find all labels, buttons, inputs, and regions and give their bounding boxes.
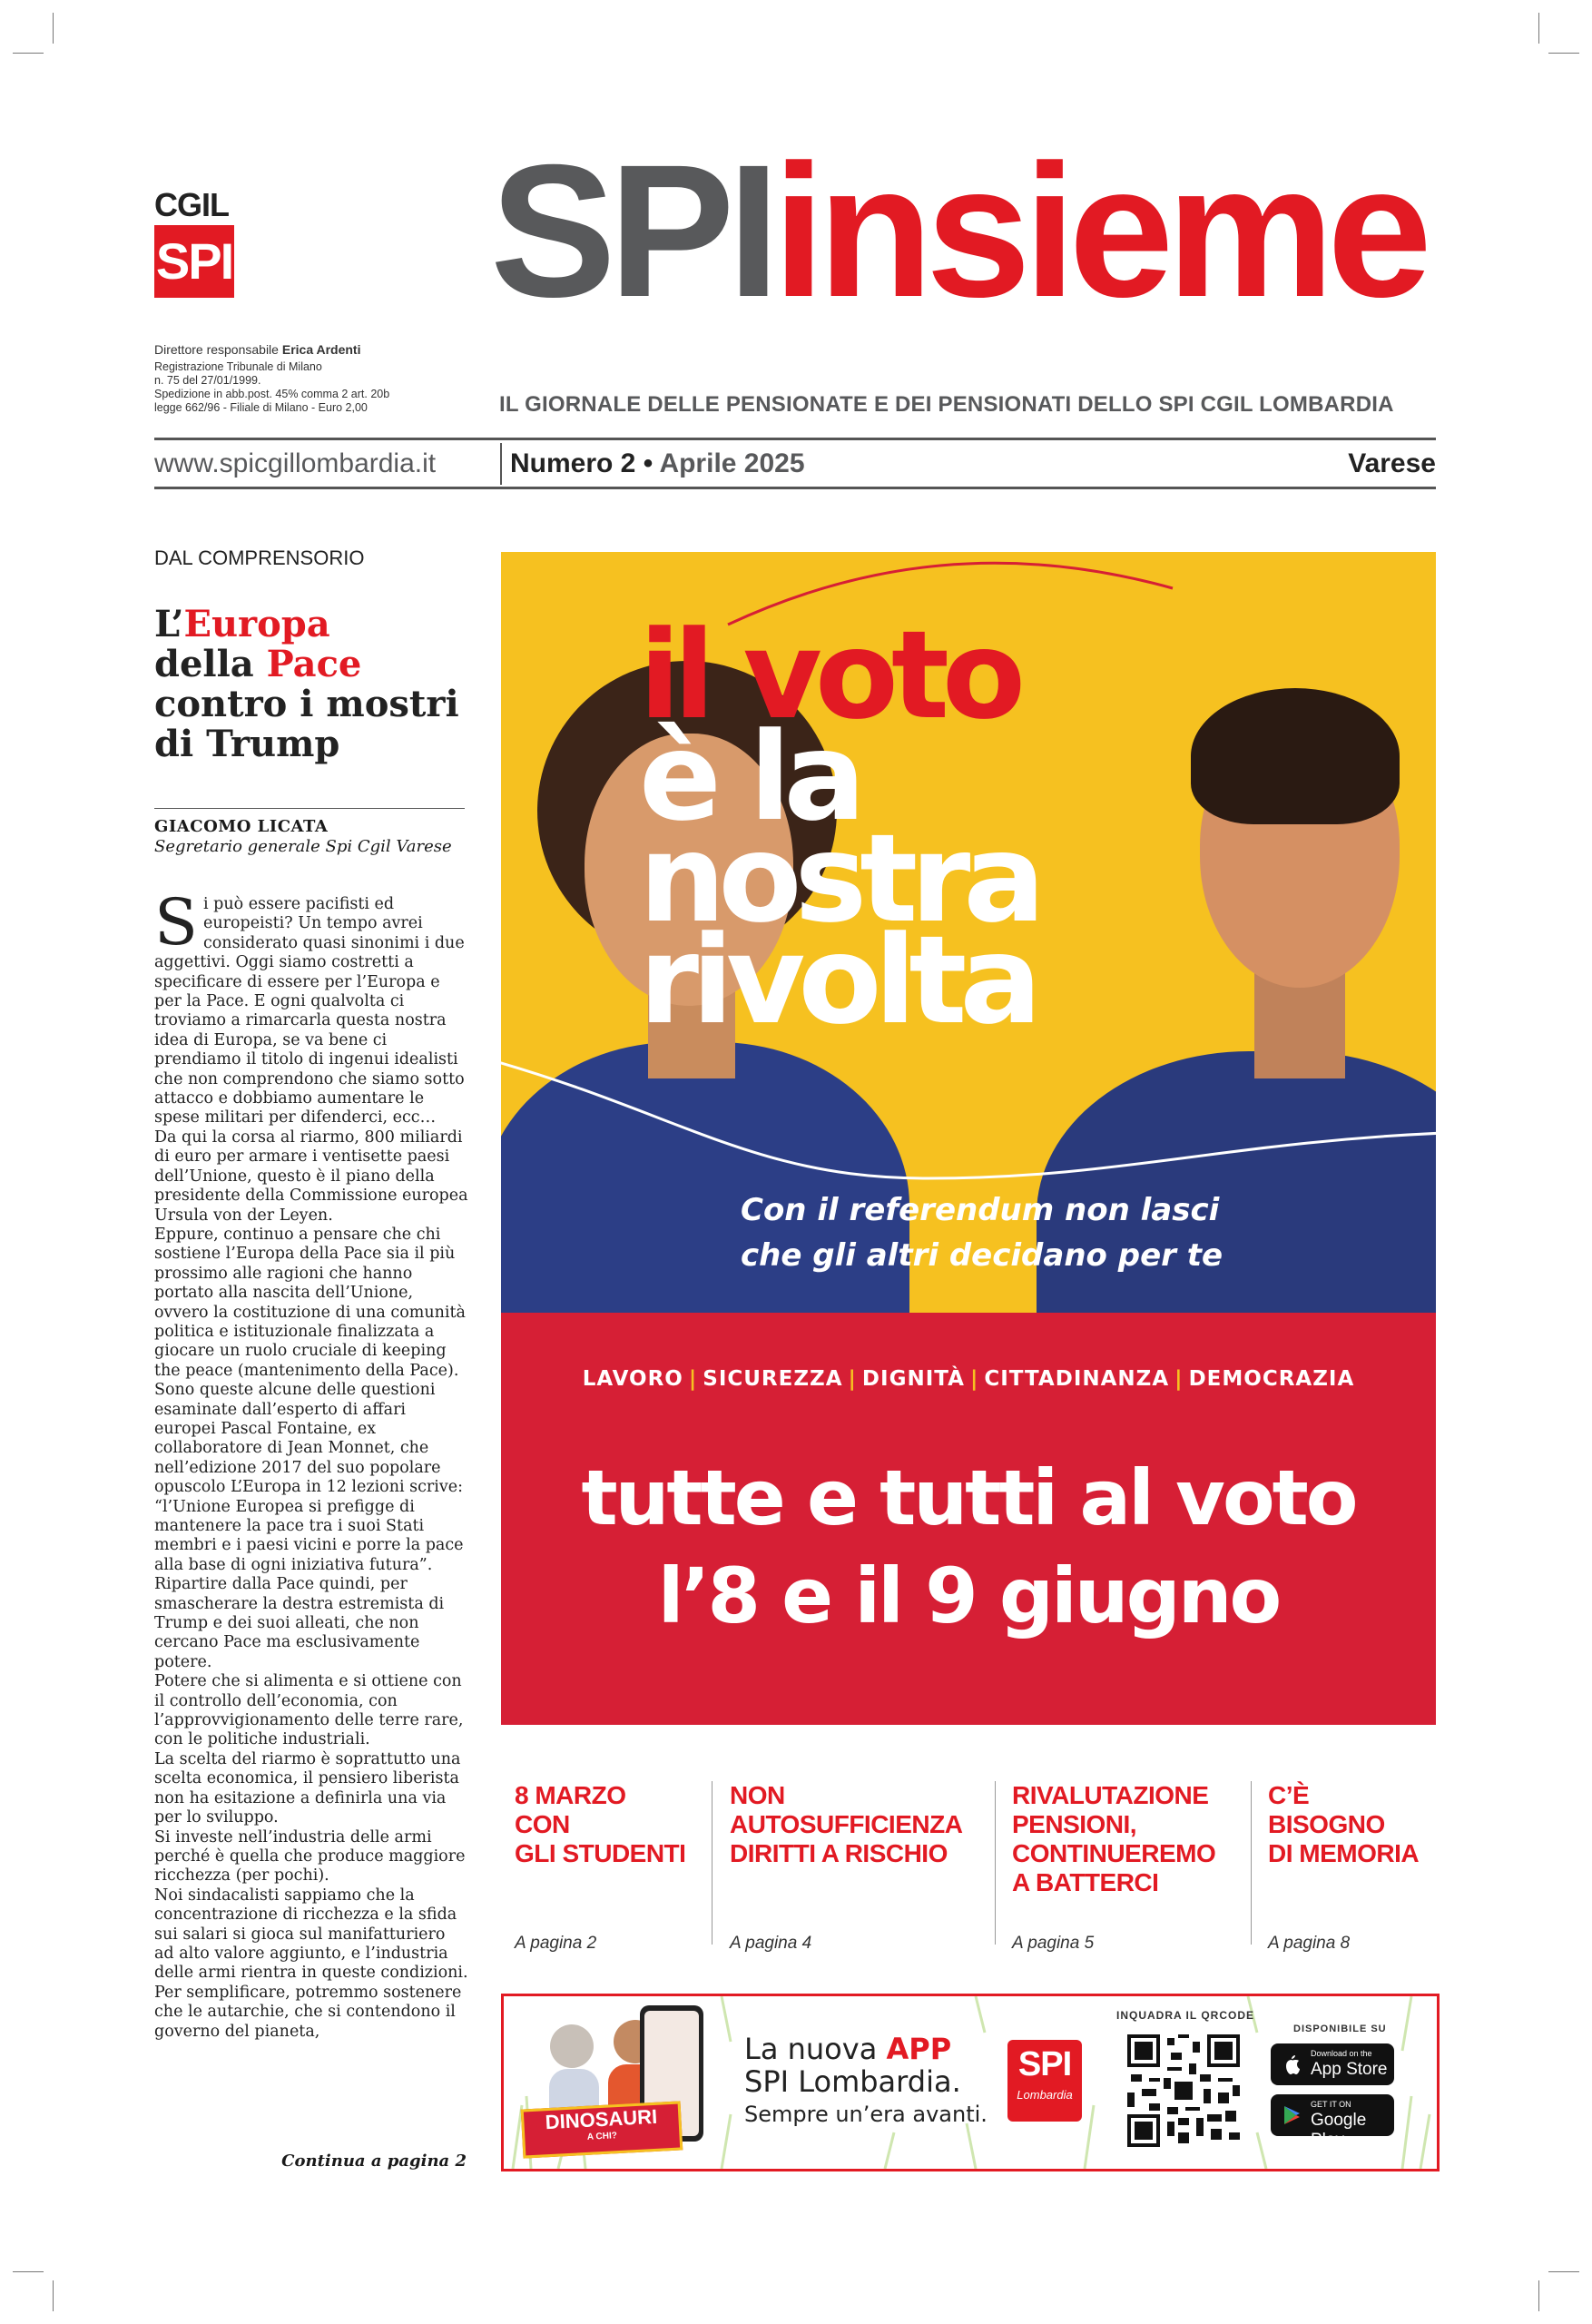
value-item: DIGNITÀ [861,1367,965,1391]
value-item: CITTADINANZA [984,1367,1170,1391]
legal-line: Registrazione Tribunale di Milano [154,360,322,373]
teaser-line: CON [515,1810,570,1838]
poster-call-to-action [501,1449,1436,1645]
subtitle-line: che gli altri decidano per te [741,1237,1223,1274]
divider [154,808,465,809]
divider [154,438,1436,440]
issue-date: Aprile 2025 [659,448,805,478]
crop-mark [1538,13,1539,44]
value-separator: | [848,1367,857,1391]
legal-line: Spedizione in abb.post. 45% comma 2 art. 20b [154,388,390,400]
article-paragraph: Eppure, continuo a pensare che chi sostiene l’Europa della Pace sia il più prossimo alle ragioni che hanno portato alla nascita dell’Unione, ovvero la costituzione di una comunità politica e istituzionale finalizzata a giocare un ruolo cruciale di keeping the peace (mantenimento della Pace). [154,1225,466,1380]
teaser-line: GLI STUDENTI [515,1839,686,1867]
available-label: DISPONIBILE SU [1293,2024,1387,2034]
teaser-line: CONTINUEREMO [1012,1839,1216,1867]
crop-mark [1548,2271,1579,2272]
referendum-poster [501,552,1436,1725]
logo-cgil-text: CGIL [154,186,229,223]
teaser-item[interactable] [1268,1781,1436,1954]
article-body [154,885,468,2042]
apple-icon [1280,2053,1303,2076]
dinosauri-badge [521,2101,683,2158]
article-paragraph: Noi sindacalisti sappiamo che la concentrazione di ricchezza e la sfida sui salari si gioca sul manifatturiero ad alto valore aggiunto, e l’industria delle armi rientra in queste condizioni. [154,1886,468,1983]
value-item: LAVORO [582,1367,683,1391]
edition-name: Varese [1348,448,1436,478]
app-promo-text [744,2033,988,2131]
divider [154,487,1436,489]
crop-mark [1548,53,1579,54]
google-play-icon [1280,2103,1303,2127]
website-link[interactable]: www.spicgillombardia.it [154,448,437,478]
newspaper-title [490,126,1425,337]
store-big-text: Google Play [1311,2111,1367,2150]
title-spi: SPI [490,126,773,337]
value-item: DEMOCRAZIA [1188,1367,1355,1391]
teaser-item[interactable] [1012,1781,1239,1954]
divider [500,443,502,485]
promo-line: Sempre un’era avanti. [744,2102,988,2127]
teaser-title [515,1781,705,1868]
issue-number: Numero 2 [510,448,636,478]
author-role: Segretario generale Spi Cgil Varese [154,837,452,856]
teaser-title [730,1781,993,1868]
poster-slogan [639,605,1038,1051]
teaser-page: A pagina 2 [515,1934,597,1953]
teaser-line: BISOGNO [1268,1810,1385,1838]
legal-line: legge 662/96 - Filiale di Milano - Euro 2,00 [154,401,368,414]
legal-line: n. 75 del 27/01/1999. [154,374,261,387]
app-store-button[interactable] [1271,2043,1394,2085]
headline-part: di Trump [154,723,340,765]
tagline: IL GIORNALE DELLE PENSIONATE E DEI PENSIONATI DELLO SPI CGIL LOMBARDIA [499,392,1394,417]
paragraph-text: i può essere pacifisti ed europeisti? Un tempo avrei considerato quasi sinonimi i due aggettivi. Oggi siamo costretti a specificare di essere per l’Europa e per la Pace. E ogni qualvolta ci troviamo a rimarcarla questa nostra idea di Europa, se va bene ci prendiamo il titolo di ingenui idealisti che non comprendono che siamo sotto attacco e dobbiamo aumentare le spese militari per difenderci, ecc… [154,895,465,1128]
article-headline [154,605,472,764]
teaser-page: A pagina 8 [1268,1934,1351,1953]
issue-info [510,448,805,481]
cta-line: tutte e tutti al voto [581,1453,1356,1542]
title-insieme: insieme [772,126,1425,337]
article-paragraph: Per semplificare, potremmo sostenere che le autarchie, che si contendono il governo del pianeta, [154,1983,462,2041]
crop-mark [1538,2280,1539,2311]
dino-title: DINOSAURI [545,2104,658,2134]
headline-part: Europa [183,603,330,645]
store-small-text: Download on the [1311,2049,1372,2058]
promo-app: APP [886,2032,952,2066]
poster-subtitle [741,1187,1223,1278]
crop-mark [13,2271,44,2272]
slogan-line: nostra [639,808,1038,950]
legal-info [154,343,427,415]
teaser-line: DIRITTI A RISCHIO [730,1839,948,1867]
logo-spi-box: SPI [154,225,234,298]
article-paragraph: Ripartire dalla Pace quindi, per smascherare la destra estremista di Trump e dei suoi alleati, che non cercano Pace ma esclusivamente potere. [154,1575,445,1671]
promo-line: SPI Lombardia. [744,2064,961,2099]
director-name: Erica Ardenti [281,342,361,357]
author-name: GIACOMO LICATA [154,817,329,836]
headline-part: Pace [266,643,362,685]
value-separator: | [688,1367,698,1391]
promo-line: La nuova [744,2032,887,2066]
slogan-line: è la [639,706,859,848]
teaser-title [1268,1781,1436,1868]
article-paragraph: Sono queste alcune delle questioni esaminate dall’esperto di affari europei Pascal Fontaine, ex collaboratore di Jean Monnet, che nell’edizione 2017 del suo popolare opuscolo L’Europa in 12 lezioni scrive: “l’Unione Europea si prefigge di mantenere la pace tra i suoi Stati membri e i paesi vicini e porre la pace alla base di ogni iniziativa futura”. [154,1381,464,1574]
teaser-line: NON [730,1781,785,1809]
cgil-spi-logo [154,186,238,301]
teaser-page: A pagina 4 [730,1934,812,1953]
value-separator: | [1174,1367,1184,1391]
continue-link[interactable]: Continua a pagina 2 [281,2152,467,2171]
article-paragraph: Si investe nell’industria delle armi perché è quella che produce maggiore ricchezza (per pochi). [154,1827,466,1886]
byline [154,817,465,857]
qr-label: INQUADRA IL QRCODE [1116,2009,1255,2022]
crop-mark [13,53,44,54]
store-big-text: App Store [1311,2060,1388,2079]
issue-separator: • [635,448,660,478]
article-paragraph: Potere che si alimenta e si ottiene con il controllo dell’economia, con l’approvvigionamento delle terre rare, con le politiche industriali. [154,1672,464,1749]
teaser-item[interactable] [730,1781,993,1954]
subtitle-line: Con il referendum non lasci [741,1192,1220,1228]
store-small-text: GET IT ON [1311,2100,1351,2109]
crop-mark [53,2280,54,2311]
app-banner[interactable] [501,1994,1440,2171]
divider [995,1781,996,1945]
teaser-page: A pagina 5 [1012,1934,1095,1953]
teaser-line: PENSIONI, [1012,1810,1137,1838]
teaser-line: AUTOSUFFICIENZA [730,1810,963,1838]
teaser-title [1012,1781,1239,1897]
teaser-line: 8 MARZO [515,1781,626,1809]
poster-photo-area [501,552,1436,1313]
crop-mark [53,13,54,44]
article-paragraph: La scelta del riarmo è soprattutto una scelta economica, il pensiero liberista non ha esitazione a definirla una via per lo sviluppo. [154,1749,461,1827]
headline-part: della [154,643,267,685]
headline-part: L’ [154,603,184,645]
dino-subtitle: A CHI? [586,2131,618,2142]
poster-red-band [501,1313,1436,1725]
slogan-line: rivolta [639,910,1035,1051]
cta-line: l’8 e il 9 giugno [657,1551,1280,1640]
drop-cap: S [154,885,198,960]
value-item: SICUREZZA [703,1367,843,1391]
qr-code[interactable] [1124,2031,1243,2151]
teaser-line: A BATTERCI [1012,1868,1159,1896]
logo-text: SPI [1017,2045,1072,2083]
section-label: DAL COMPRENSORIO [154,547,365,569]
spi-lombardia-logo [1007,2040,1082,2122]
headline-part: contro i mostri [154,683,459,725]
divider [1251,1781,1252,1945]
teasers-row [501,1781,1436,1954]
value-separator: | [969,1367,979,1391]
teaser-line: DI MEMORIA [1268,1839,1420,1867]
google-play-button[interactable] [1271,2094,1394,2150]
director-label: Direttore responsabile [154,342,279,357]
teaser-item[interactable] [515,1781,705,1954]
article-paragraph: Da qui la corsa al riarmo, 800 miliardi di euro per armare i ventisette paesi dell’Unione, questo è il piano della presidente della Commissione europea Ursula von der Leyen. [154,1128,468,1225]
logo-subtext: Lombardia [1017,2088,1073,2102]
teaser-line: C’È [1268,1781,1310,1809]
teaser-line: RIVALUTAZIONE [1012,1781,1209,1809]
article-paragraph [154,885,468,1128]
slogan-line: il voto [639,605,1019,746]
poster-values [501,1367,1436,1391]
